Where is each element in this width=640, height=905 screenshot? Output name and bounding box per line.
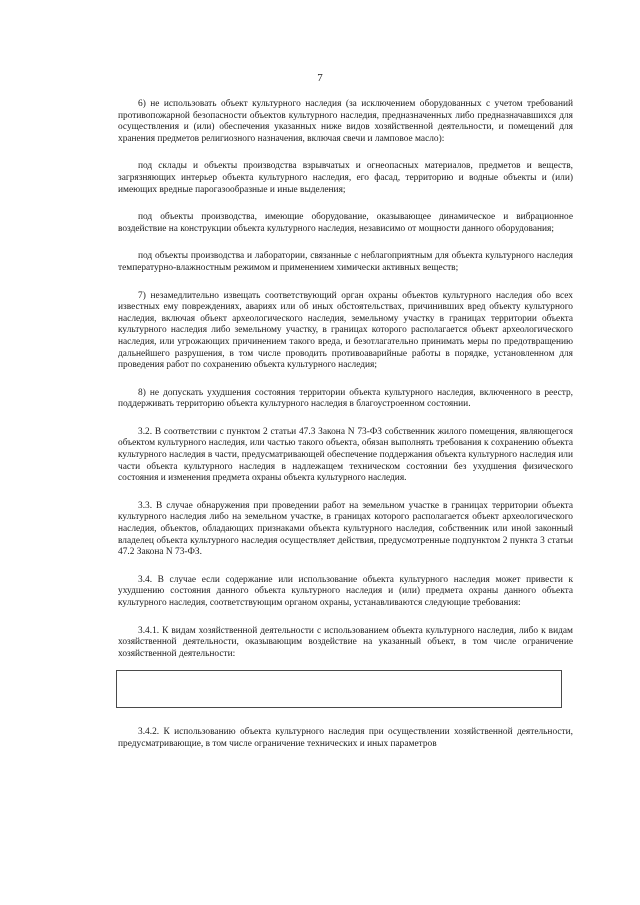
paragraph-warehouses: под склады и объекты производства взрывчатых и огнеопасных материалов, предметов и веществ, загрязняющих интерьер объекта культурного наследия, его фасад, территорию и водные объекты и (или) имеющих вредные парогазообразные и иные выделения; (118, 161, 573, 195)
paragraph-3-2: 3.2. В соответствии с пунктом 2 статьи 47.3 Закона N 73-ФЗ собственник жилого помещения, являющегося объектом культурного наследия, или частью такого объекта, обязан выполнять требования к сохранению объекта культурного наследия в части, предусматривающей обеспечение поддержания объекта культурного наследия или части объекта культурного наследия в надлежащем техническом состоянии без ухудшения физического состояния и изменения предмета охраны объекта культурного наследия. (118, 426, 573, 484)
paragraph-8: 8) не допускать ухудшения состояния территории объекта культурного наследия, включенного в реестр, поддерживать территорию объекта культурного наследия в благоустроенном состоянии. (118, 387, 573, 410)
paragraph-laboratories: под объекты производства и лаборатории, связанные с неблагоприятным для объекта культурного наследия температурно-влажностным режимом и применением химически активных веществ; (118, 251, 573, 273)
paragraph-7: 7) незамедлительно извещать соответствующий орган охраны объектов культурного наследия обо всех известных ему повреждениях, авариях или об иных обстоятельствах, причинивших вред объекту культурного наследия, включая объект археологического наследия, земельному участку в границах территории объекта культурного наследия либо земельному участку, в границах которого располагается объект археологического наследия, или угрожающих причинением такого вреда, и безотлагательно принимать меры по предотвращению дальнейшего разрушения, в том числе проводить противоаварийные работы в порядке, установленном для проведения работ по сохранению объекта культурного наследия; (118, 290, 573, 371)
paragraph-3-4-2: 3.4.2. К использованию объекта культурного наследия при осуществлении хозяйственной деятельности, предусматривающие, в том числе ограничение технических и иных параметров (118, 727, 573, 749)
document-body (118, 99, 573, 751)
paragraph-3-4: 3.4. В случае если содержание или использование объекта культурного наследия может привести к ухудшению состояния данного объекта культурного наследия и (или) предмета охраны данного объекта культурного наследия, соответствующим органом охраны, устанавливаются следующие требования: (118, 574, 573, 608)
empty-field-box (116, 670, 562, 708)
paragraph-6: 6) не использовать объект культурного наследия (за исключением оборудованных с учетом требований противопожарной безопасности объектов культурного наследия, предназначенных либо предназначавшихся для осуществления и (или) обеспечения указанных ниже видов хозяйственной деятельности, и помещений для хранения предметов религиозного назначения, включая свечи и ламповое масло): (118, 99, 573, 144)
paragraph-production: под объекты производства, имеющие оборудование, оказывающее динамическое и вибрационное воздействие на конструкции объекта культурного наследия, независимо от мощности данного оборудования; (118, 212, 573, 234)
paragraph-3-4-1: 3.4.1. К видам хозяйственной деятельности с использованием объекта культурного наследия, либо к видам хозяйственной деятельности, оказывающим воздействие на указанный объект, в том числе ограничение хозяйственной деятельности: (118, 625, 573, 659)
paragraph-3-3: 3.3. В случае обнаружения при проведении работ на земельном участке в границах территории объекта культурного наследия либо на земельном участке, в границах которого располагается объект археологического наследия, объектов, обладающих признаками объекта культурного наследия, собственник или иной законный владелец объекта культурного наследия осуществляет действия, предусмотренные подпунктом 2 пункта 3 статьи 47.2 Закона N 73-ФЗ. (118, 500, 573, 558)
page-number: 7 (317, 72, 323, 84)
